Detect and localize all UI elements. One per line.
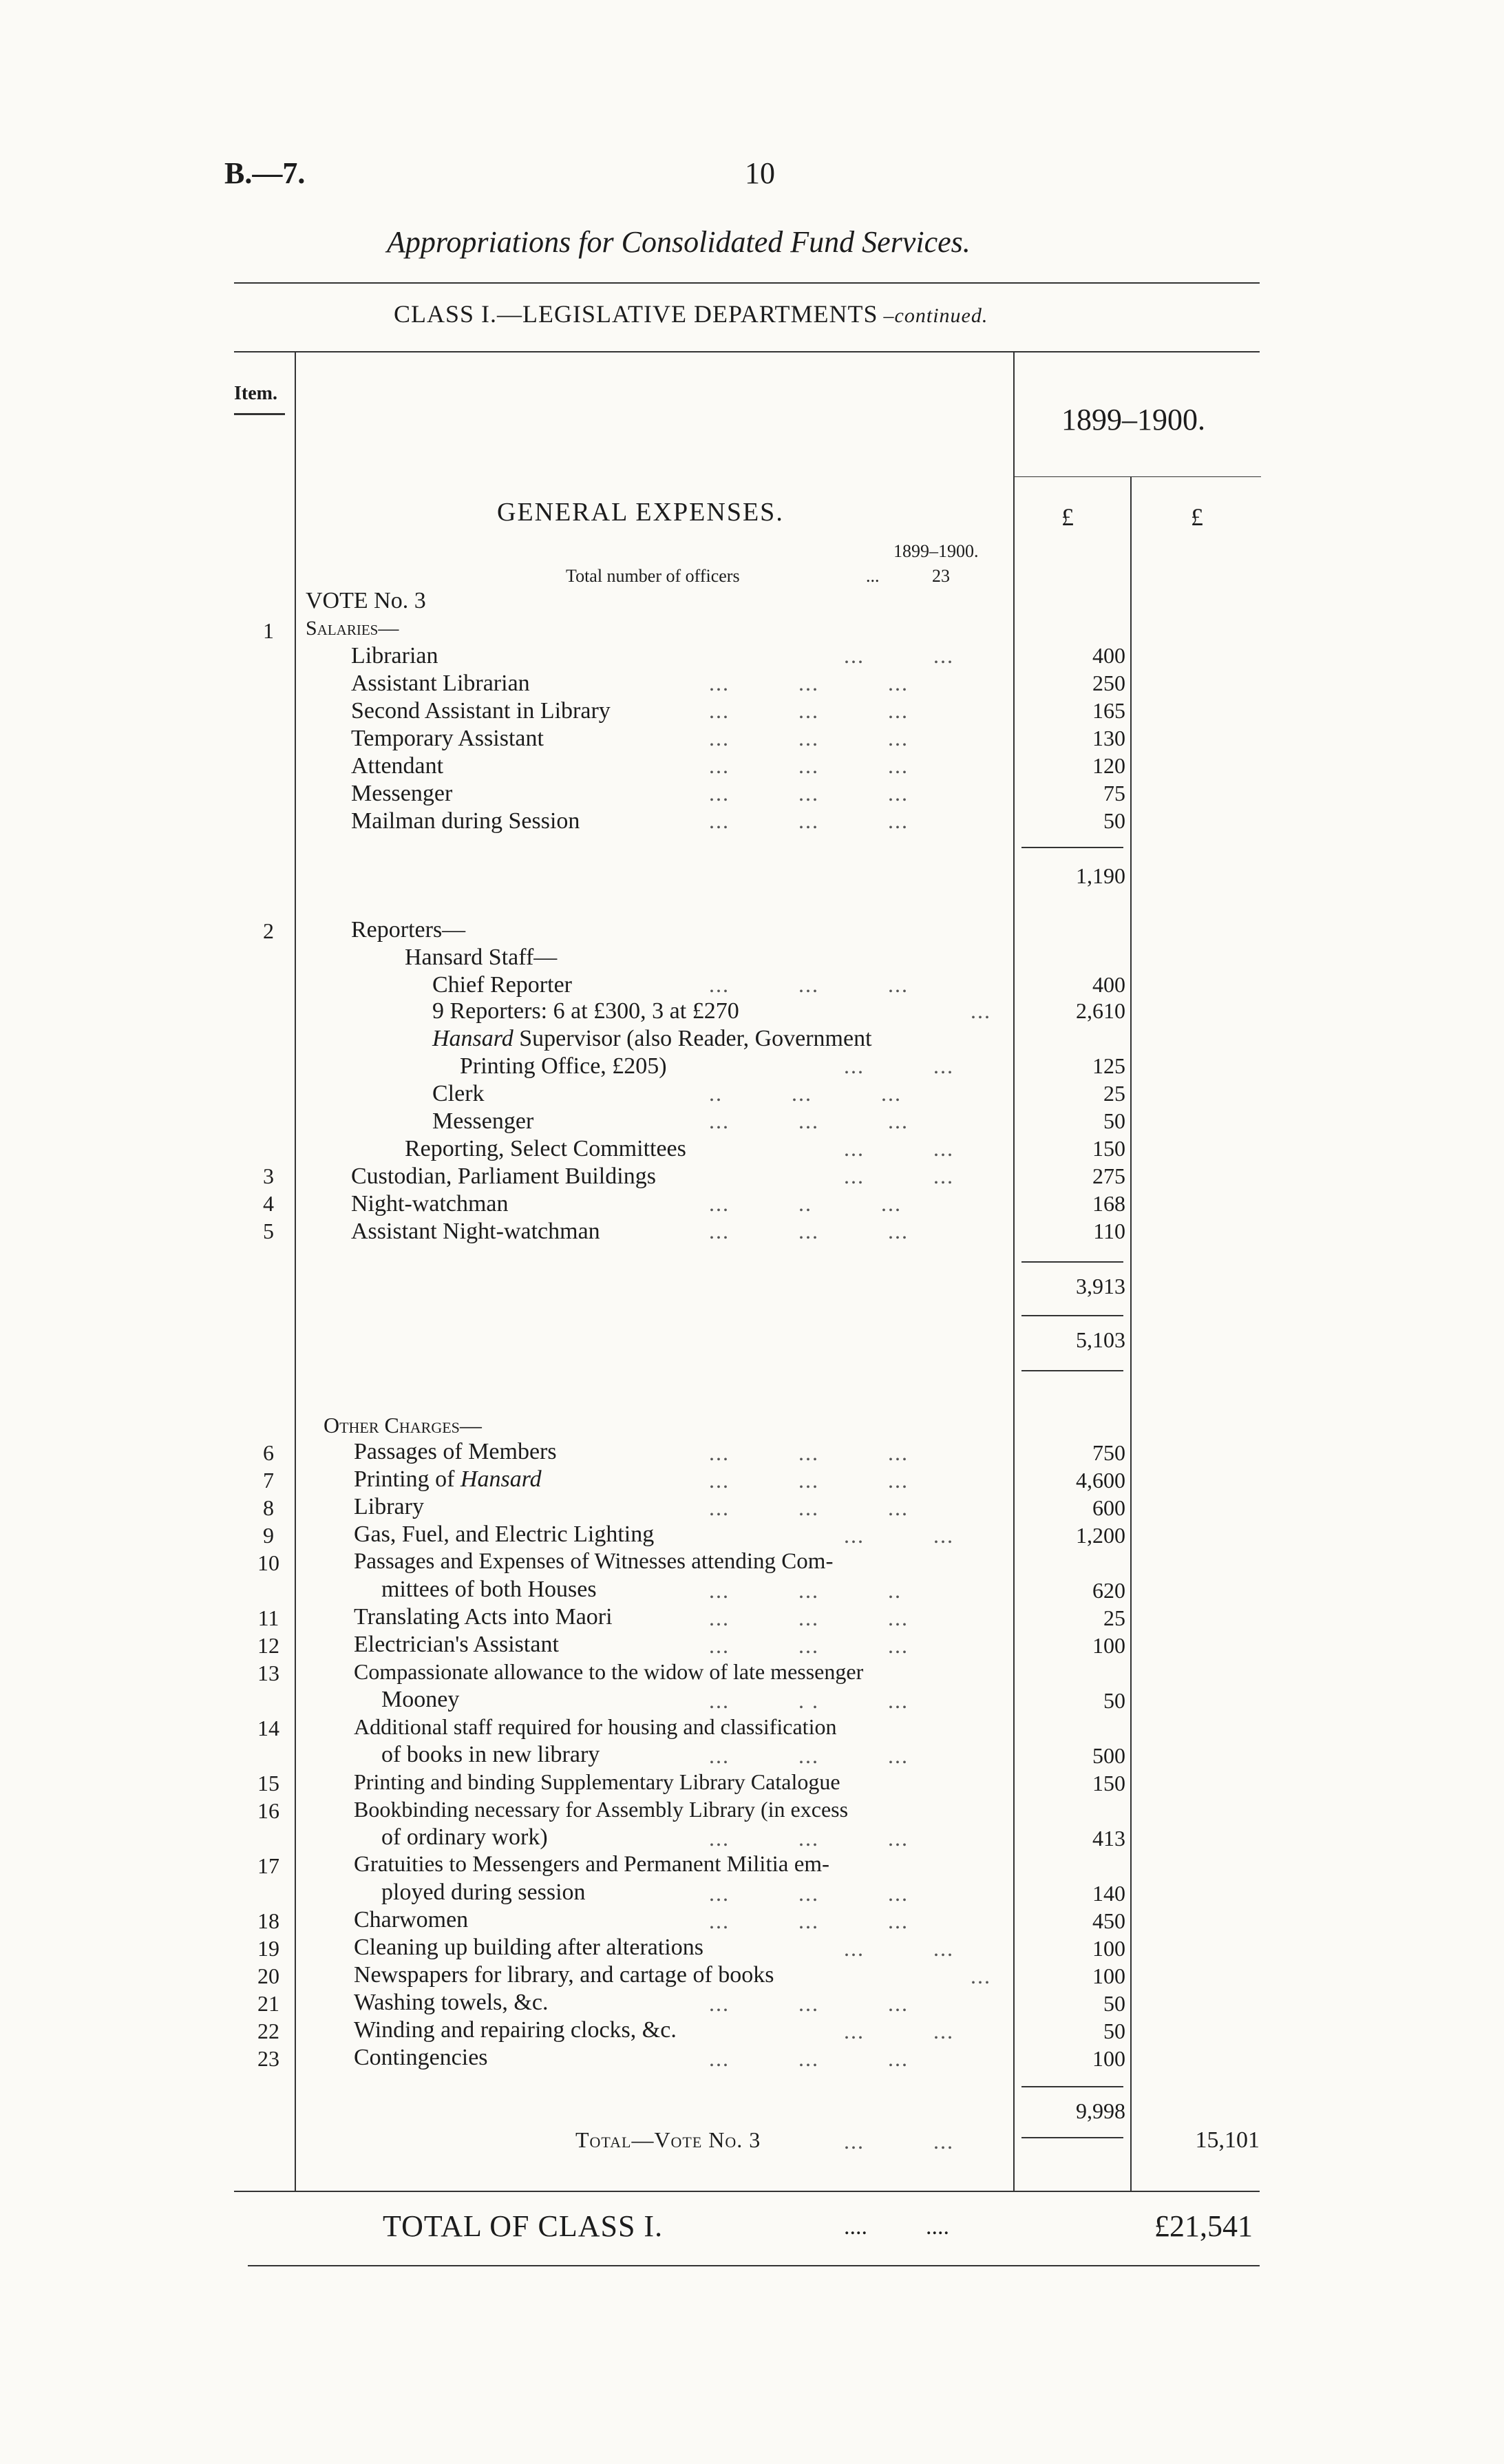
subtotal-rule (1021, 1370, 1123, 1371)
vote-label: VOTE No. 3 (306, 588, 426, 613)
rule-page-bottom (248, 2265, 1260, 2266)
reporter-amount: 150 (1092, 1136, 1125, 1161)
salary-amount: 120 (1092, 753, 1125, 778)
leader-dots: ... ... ... (709, 1468, 909, 1493)
charge-amount: 100 (1092, 1936, 1125, 1961)
charge-label: Cleaning up building after alterations (354, 1935, 703, 1960)
supervisor-continuation: Printing Office, £205) (460, 1053, 667, 1079)
custodial-label: Night-watchman (351, 1191, 509, 1217)
item-number: 23 (257, 2046, 279, 2071)
charge-label: Printing and binding Supplementary Library Catalogue (354, 1769, 840, 1794)
charge-amount: 25 (1103, 1605, 1125, 1630)
item-number: 18 (257, 1908, 279, 1933)
item-number: 10 (257, 1550, 279, 1575)
custodial-amount: 275 (1092, 1163, 1125, 1188)
reporter-amount: 25 (1103, 1081, 1125, 1106)
charge-amount: 1,200 (1076, 1523, 1125, 1548)
item-number: 3 (263, 1163, 274, 1188)
officers-label: Total number of officers (566, 566, 740, 586)
charge-label: Electrician's Assistant (354, 1632, 559, 1657)
leader-dots: ... ... ... (709, 671, 909, 695)
item-number: 7 (263, 1468, 274, 1493)
salary-amount: 400 (1092, 643, 1125, 668)
charge-label: Washing towels, &c. (354, 1990, 549, 2015)
item-number: 20 (257, 1963, 279, 1988)
charge-label: Passages and Expenses of Witnesses attending Com- (354, 1549, 834, 1574)
vote-total-label: Total—Vote No. 3 (575, 2127, 761, 2152)
leader-dots: ... ... ... (709, 1743, 909, 1768)
rule-table-bottom (234, 2191, 1260, 2192)
charge-continuation: Mooney (381, 1687, 460, 1712)
charge-amount: 100 (1092, 1963, 1125, 1988)
charge-label: Newspapers for library, and cartage of books (354, 1962, 774, 1988)
leader-dots: ... ... ... (709, 698, 909, 723)
class-heading (394, 299, 988, 328)
item-number: 17 (257, 1853, 279, 1878)
leader-dots: ... ... ... (709, 753, 909, 778)
leader-dots: ... ... (844, 643, 954, 668)
charge-continuation: mittees of both Houses (381, 1577, 597, 1602)
charge-label: Passages of Members (354, 1439, 557, 1464)
salary-amount: 165 (1092, 698, 1125, 723)
hansard-italic: Hansard (432, 1026, 513, 1051)
salaries-total: 5,103 (1076, 1327, 1125, 1352)
item-number: 13 (257, 1661, 279, 1685)
salary-amount: 130 (1092, 726, 1125, 750)
leader-dots: ... ... (844, 1136, 954, 1161)
charge-label: Contingencies (354, 2045, 488, 2070)
charge-label: Translating Acts into Maori (354, 1604, 613, 1630)
charge-label: Charwomen (354, 1907, 469, 1933)
charge-amount: 50 (1103, 1991, 1125, 2016)
reporter-label: 9 Reporters: 6 at £300, 3 at £270 (432, 998, 739, 1024)
year-column-header: 1899–1900. (1061, 403, 1205, 436)
salary-label: Mailman during Session (351, 808, 580, 834)
hansard-staff-heading: Hansard Staff— (405, 945, 558, 970)
charge-label: Gratuities to Messengers and Permanent Militia em- (354, 1852, 830, 1877)
page-number: 10 (745, 156, 775, 190)
salary-amount: 250 (1092, 671, 1125, 695)
rule-year-bottom (1013, 476, 1261, 477)
charge-amount: 413 (1092, 1826, 1125, 1851)
class-heading-text: CLASS I.—LEGISLATIVE DEPARTMENTS (394, 300, 878, 328)
other-charges-subtotal: 9,998 (1076, 2098, 1125, 2123)
charge-amount: 150 (1092, 1771, 1125, 1796)
subtotal-rule (1021, 2086, 1123, 2087)
custodial-label: Custodian, Parliament Buildings (351, 1163, 656, 1189)
charge-amount: 140 (1092, 1881, 1125, 1906)
salary-label: Messenger (351, 781, 453, 806)
charge-continuation: ployed during session (381, 1879, 586, 1905)
charge-continuation: of ordinary work) (381, 1824, 548, 1850)
reporter-amount: 50 (1103, 1108, 1125, 1133)
charge-label: Gas, Fuel, and Electric Lighting (354, 1521, 655, 1547)
custodial-label: Assistant Night-watchman (351, 1219, 600, 1244)
charge-amount: 100 (1092, 2046, 1125, 2071)
salaries-heading: Salaries— (306, 617, 399, 640)
leader-dots: ... (971, 998, 991, 1023)
charge-label: Additional staff required for housing and classification (354, 1714, 837, 1739)
item-number: 1 (263, 618, 274, 643)
salary-label: Attendant (351, 753, 444, 779)
charge-amount: 50 (1103, 2019, 1125, 2043)
item-number: 19 (257, 1936, 279, 1961)
item-number: 9 (263, 1523, 274, 1548)
charge-label: Library (354, 1494, 424, 1519)
leader-dots: ... ... (844, 2019, 954, 2043)
charge-amount: 620 (1092, 1578, 1125, 1603)
rule-amount-left (1013, 352, 1015, 2191)
page-title: Appropriations for Consolidated Fund Services. (387, 225, 971, 259)
leader-dots: ... ... ... (709, 1495, 909, 1520)
leader-dots: ... ... ... (709, 726, 909, 750)
leader-dots: ... ... ... (709, 1440, 909, 1465)
salary-amount: 50 (1103, 808, 1125, 833)
supervisor-label (432, 1026, 1009, 1052)
item-number: 16 (257, 1798, 279, 1823)
charge-amount: 4,600 (1076, 1468, 1125, 1493)
leader-dots: ... ... ... (709, 808, 909, 833)
custodial-amount: 110 (1093, 1219, 1125, 1243)
class-total-amount: £21,541 (1154, 2209, 1253, 2243)
charge-amount: 50 (1103, 1688, 1125, 1713)
item-number: 6 (263, 1440, 274, 1465)
reporter-label: Clerk (432, 1081, 485, 1106)
reporter-amount: 125 (1092, 1053, 1125, 1078)
subtotal-rule (1021, 2137, 1123, 2138)
charge-text: Printing of (354, 1466, 460, 1492)
leader-dots: ... ... ... (709, 1108, 909, 1133)
leader-dots: ... ... (844, 1163, 954, 1188)
charge-label (354, 1466, 542, 1493)
reporter-label: Chief Reporter (432, 972, 572, 998)
leader-dots: ... ... ... (709, 1633, 909, 1658)
rule-item-column (295, 352, 296, 2191)
salaries-subtotal: 1,190 (1076, 863, 1125, 888)
pound-sign-right: £ (1191, 503, 1203, 531)
item-number: 11 (257, 1605, 279, 1630)
leader-dots: ... ... (844, 1523, 954, 1548)
reporter-amount: 400 (1092, 972, 1125, 997)
charge-continuation: of books in new library (381, 1742, 600, 1767)
class-total-dots: .... .... (844, 2214, 949, 2240)
item-number: 22 (257, 2019, 279, 2043)
charge-label: Bookbinding necessary for Assembly Library (in excess (354, 1797, 849, 1822)
officers-count: 23 (932, 566, 950, 586)
leader-dots: ... ... ... (709, 1826, 909, 1851)
rule-table-top (234, 351, 1260, 352)
reporter-label: Reporting, Select Committees (405, 1136, 686, 1161)
vote-total-amount: 15,101 (1195, 2127, 1260, 2153)
salary-label: Librarian (351, 643, 438, 668)
salary-label: Second Assistant in Library (351, 698, 611, 724)
class-total-label: TOTAL OF CLASS I. (383, 2209, 664, 2243)
item-number: 15 (257, 1771, 279, 1796)
rule-under-title (234, 282, 1260, 284)
charge-amount: 500 (1092, 1743, 1125, 1768)
leader-dots: ... ... ... (709, 1908, 909, 1933)
item-column-header: Item. (234, 383, 277, 404)
officers-year: 1899–1900. (893, 541, 979, 561)
custodial-amount: 168 (1092, 1191, 1125, 1216)
rule-amount-middle (1130, 476, 1132, 2191)
reporter-label: Messenger (432, 1108, 534, 1134)
leader-dots: ... ... ... (709, 1991, 909, 2016)
item-number: 4 (263, 1191, 274, 1216)
leader-dots: ... ... (844, 1053, 954, 1078)
leader-dots: ... (971, 1963, 991, 1988)
document-reference: B.—7. (224, 156, 306, 190)
leader-dots: ... ... ... (709, 2046, 909, 2071)
subtotal-rule (1021, 1315, 1123, 1316)
leader-dots: ... ... ... (709, 1881, 909, 1906)
subtotal-rule (1021, 847, 1123, 848)
item-number: 21 (257, 1991, 279, 2016)
leader-dots: ... ... ... (709, 781, 909, 805)
leader-dots: ... . . ... (709, 1688, 909, 1713)
reporters-heading: Reporters— (351, 917, 466, 943)
item-header-underline (234, 413, 285, 415)
leader-dots: ... .. ... (709, 1191, 902, 1216)
leader-dots: ... ... ... (709, 1219, 909, 1243)
leader-dots: ... ... .. (709, 1578, 902, 1603)
hansard-italic: Hansard (460, 1466, 542, 1492)
charge-amount: 600 (1092, 1495, 1125, 1520)
leader-dots: ... ... ... (709, 972, 909, 997)
officers-dots: ... (866, 566, 880, 586)
leader-dots: ... ... (844, 2129, 954, 2154)
section-title: GENERAL EXPENSES. (497, 498, 784, 527)
leader-dots: .. ... ... (709, 1081, 902, 1106)
charge-amount: 100 (1092, 1633, 1125, 1658)
reporter-amount: 2,610 (1076, 998, 1125, 1023)
leader-dots: ... ... ... (709, 1605, 909, 1630)
item-number: 8 (263, 1495, 274, 1520)
charge-amount: 450 (1092, 1908, 1125, 1933)
salary-label: Assistant Librarian (351, 671, 530, 696)
item-number: 5 (263, 1219, 274, 1243)
item-number: 14 (257, 1716, 279, 1740)
other-charges-heading: Other Charges— (324, 1413, 482, 1438)
class-continued: –continued. (883, 304, 988, 327)
pound-sign-left: £ (1061, 503, 1074, 531)
salary-amount: 75 (1103, 781, 1125, 805)
item-number: 12 (257, 1633, 279, 1658)
charge-label: Compassionate allowance to the widow of late messenger (354, 1659, 864, 1684)
leader-dots: ... ... (844, 1936, 954, 1961)
subtotal-rule (1021, 1261, 1123, 1263)
item-number: 2 (263, 918, 274, 943)
supervisor-text: Supervisor (also Reader, Government (513, 1026, 872, 1051)
salary-label: Temporary Assistant (351, 726, 544, 751)
charge-label: Winding and repairing clocks, &c. (354, 2017, 677, 2043)
charge-amount: 750 (1092, 1440, 1125, 1465)
reporters-subtotal: 3,913 (1076, 1274, 1125, 1298)
